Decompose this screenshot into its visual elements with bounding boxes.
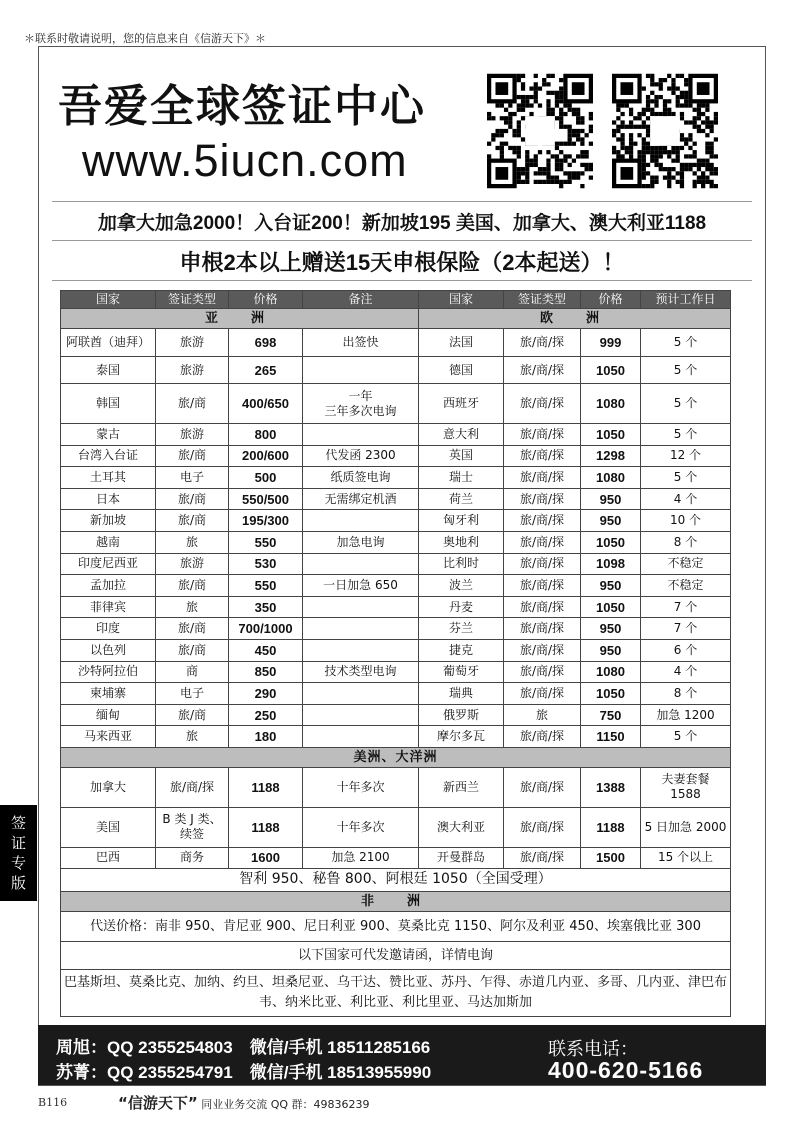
price-cell: 1050 (581, 357, 641, 384)
visa-type-cell: 旅游 (156, 424, 229, 446)
visa-type-cell: 旅/商/探 (504, 726, 581, 748)
table-row (61, 661, 731, 683)
remark-cell (303, 618, 419, 640)
country-cell: 加拿大 (61, 767, 156, 807)
table-row (61, 329, 731, 357)
workdays-cell: 4 个 (641, 661, 731, 683)
divider (52, 240, 752, 241)
country-cell: 以色列 (61, 639, 156, 661)
contact-zhouxu: 周旭：QQ 2355254803 微信/手机 18511285166 (56, 1038, 431, 1057)
workdays-cell: 7 个 (641, 596, 731, 618)
visa-type-cell: 旅/商/探 (504, 445, 581, 467)
country-cell: 孟加拉 (61, 575, 156, 597)
price-cell: 700/1000 (229, 618, 303, 640)
price-cell: 350 (229, 596, 303, 618)
visa-type-cell: 旅 (156, 531, 229, 553)
remark-cell (303, 726, 419, 748)
section-row (61, 891, 731, 911)
table-row (61, 807, 731, 847)
workdays-cell: 7 个 (641, 618, 731, 640)
workdays-cell: 5 个 (641, 726, 731, 748)
country-cell: 俄罗斯 (419, 704, 504, 726)
remark-cell: 代发函 2300 (303, 445, 419, 467)
price-cell: 1600 (229, 847, 303, 868)
visa-type-cell: 旅/商/探 (504, 531, 581, 553)
note-row (61, 868, 731, 891)
column-header: 签证类型 (504, 291, 581, 309)
price-cell: 1188 (229, 807, 303, 847)
remark-cell: 一日加急 650 (303, 575, 419, 597)
price-cell: 265 (229, 357, 303, 384)
visa-price-table (60, 290, 731, 1017)
divider (52, 201, 752, 202)
column-header: 价格 (581, 291, 641, 309)
country-cell: 荷兰 (419, 488, 504, 510)
africa-invite-list: 巴基斯坦、莫桑比克、加纳、约旦、坦桑尼亚、乌干达、赞比亚、苏丹、乍得、赤道几内亚、多哥、几内亚、津巴布韦、纳米比亚、利比亚、利比里亚、马达加斯加 (61, 969, 731, 1016)
visa-type-cell: 旅/商/探 (504, 488, 581, 510)
visa-type-cell: 旅游 (156, 329, 229, 357)
table-row (61, 639, 731, 661)
country-cell: 泰国 (61, 357, 156, 384)
note-row (61, 941, 731, 969)
country-cell: 印度 (61, 618, 156, 640)
visa-type-cell: 旅/商 (156, 639, 229, 661)
visa-type-cell: 旅/商/探 (504, 596, 581, 618)
price-cell: 180 (229, 726, 303, 748)
column-header: 价格 (229, 291, 303, 309)
country-cell: 土耳其 (61, 467, 156, 489)
visa-type-cell: 旅/商/探 (504, 424, 581, 446)
remark-cell (303, 596, 419, 618)
remark-cell: 无需绑定机酒 (303, 488, 419, 510)
remark-cell: 技术类型电询 (303, 661, 419, 683)
visa-type-cell: 旅 (156, 726, 229, 748)
price-cell: 290 (229, 683, 303, 705)
price-cell: 1080 (581, 467, 641, 489)
table-row (61, 553, 731, 575)
price-cell: 1388 (581, 767, 641, 807)
column-header: 国家 (419, 291, 504, 309)
price-cell: 200/600 (229, 445, 303, 467)
remark-cell (303, 639, 419, 661)
workdays-cell: 5 个 (641, 329, 731, 357)
visa-type-cell: 旅/商 (156, 618, 229, 640)
table-row (61, 384, 731, 424)
price-cell: 950 (581, 618, 641, 640)
section-row (61, 747, 731, 767)
price-cell: 1050 (581, 531, 641, 553)
remark-cell: 一年 三年多次电询 (303, 384, 419, 424)
price-cell: 750 (581, 704, 641, 726)
price-cell: 950 (581, 575, 641, 597)
country-cell: 瑞典 (419, 683, 504, 705)
workdays-cell: 10 个 (641, 510, 731, 532)
country-cell: 巴西 (61, 847, 156, 868)
visa-type-cell: 旅/商/探 (504, 467, 581, 489)
price-cell: 1050 (581, 596, 641, 618)
country-cell: 沙特阿拉伯 (61, 661, 156, 683)
visa-type-cell: 旅/商/探 (504, 807, 581, 847)
country-cell: 韩国 (61, 384, 156, 424)
note-row (61, 911, 731, 941)
company-title: 吾爱全球签证中心 (58, 81, 426, 132)
promo-line-2: 申根2本以上赠送15天申根保险（2本起送）！ (179, 250, 625, 275)
workdays-cell: 5 个 (641, 467, 731, 489)
country-cell: 奥地利 (419, 531, 504, 553)
table-row (61, 704, 731, 726)
price-cell: 1298 (581, 445, 641, 467)
weibo-qr-code-icon (487, 73, 593, 189)
country-cell: 法国 (419, 329, 504, 357)
country-cell: 摩尔多瓦 (419, 726, 504, 748)
price-cell: 1080 (581, 661, 641, 683)
price-cell: 950 (581, 639, 641, 661)
country-cell: 马来西亚 (61, 726, 156, 748)
country-cell: 柬埔寨 (61, 683, 156, 705)
country-cell: 台湾入台证 (61, 445, 156, 467)
country-cell: 缅甸 (61, 704, 156, 726)
country-cell: 新加坡 (61, 510, 156, 532)
visa-type-cell: 旅/商/探 (504, 661, 581, 683)
visa-type-cell: 旅/商 (156, 575, 229, 597)
table-row (61, 575, 731, 597)
country-cell: 蒙古 (61, 424, 156, 446)
qq-group-text: 同业业务交流 QQ 群：49836239 (201, 1098, 370, 1111)
note-row (61, 969, 731, 1016)
visa-type-cell: 旅/商/探 (504, 618, 581, 640)
price-cell: 999 (581, 329, 641, 357)
visa-type-cell: 旅 (504, 704, 581, 726)
column-header: 预计工作日 (641, 291, 731, 309)
country-cell: 印度尼西亚 (61, 553, 156, 575)
visa-type-cell: 旅/商/探 (504, 575, 581, 597)
table-row (61, 445, 731, 467)
price-cell: 1150 (581, 726, 641, 748)
column-header: 备注 (303, 291, 419, 309)
table-row (61, 424, 731, 446)
price-cell: 1098 (581, 553, 641, 575)
country-cell: 阿联酋（迪拜） (61, 329, 156, 357)
price-cell: 1050 (581, 424, 641, 446)
price-cell: 500 (229, 467, 303, 489)
table-row (61, 510, 731, 532)
visa-type-cell: 电子 (156, 683, 229, 705)
visa-type-cell: 旅/商 (156, 704, 229, 726)
country-cell: 芬兰 (419, 618, 504, 640)
workdays-cell: 不稳定 (641, 575, 731, 597)
visa-type-cell: 旅/商 (156, 510, 229, 532)
workdays-cell: 5 个 (641, 357, 731, 384)
visa-type-cell: 旅/商/探 (504, 329, 581, 357)
side-tab-label: 签证专版 (10, 814, 26, 892)
price-cell: 550 (229, 531, 303, 553)
country-cell: 匈牙利 (419, 510, 504, 532)
price-cell: 1050 (581, 683, 641, 705)
source-notice: ＊联系时敬请说明，您的信息来自《信游天下》＊ (24, 32, 266, 45)
price-cell: 1080 (581, 384, 641, 424)
country-cell: 西班牙 (419, 384, 504, 424)
latam-note: 智利 950、秘鲁 800、阿根廷 1050（全国受理） (61, 868, 731, 891)
country-cell: 意大利 (419, 424, 504, 446)
visa-type-cell: 旅/商 (156, 384, 229, 424)
workdays-cell: 8 个 (641, 531, 731, 553)
qq-group-note (118, 1092, 370, 1113)
price-cell: 195/300 (229, 510, 303, 532)
remark-cell (303, 424, 419, 446)
visa-type-cell: 旅/商/探 (504, 357, 581, 384)
country-cell: 波兰 (419, 575, 504, 597)
remark-cell: 加急 2100 (303, 847, 419, 868)
visa-type-cell: 旅游 (156, 357, 229, 384)
visa-type-cell: 旅/商/探 (504, 510, 581, 532)
workdays-cell: 12 个 (641, 445, 731, 467)
country-cell: 新西兰 (419, 767, 504, 807)
country-cell: 澳大利亚 (419, 807, 504, 847)
africa-invite-note: 以下国家可代发邀请函，详情电询 (61, 941, 731, 969)
workdays-cell: 8 个 (641, 683, 731, 705)
table-row (61, 618, 731, 640)
country-cell: 菲律宾 (61, 596, 156, 618)
section-americas: 美洲、大洋洲 (61, 747, 731, 767)
visa-type-cell: 旅/商/探 (504, 553, 581, 575)
visa-type-cell: 旅/商/探 (504, 847, 581, 868)
visa-type-cell: B 类 J 类、 续签 (156, 807, 229, 847)
workdays-cell: 不稳定 (641, 553, 731, 575)
workdays-cell: 5 个 (641, 424, 731, 446)
visa-type-cell: 旅/商/探 (504, 767, 581, 807)
country-cell: 开曼群岛 (419, 847, 504, 868)
country-cell: 日本 (61, 488, 156, 510)
visa-type-cell: 旅/商/探 (504, 639, 581, 661)
section-asia: 亚 洲 (61, 309, 419, 329)
phone-number[interactable]: 400-620-5166 (548, 1057, 704, 1083)
workdays-cell: 夫妻套餐 1588 (641, 767, 731, 807)
brand-name: “信游天下” (118, 1094, 198, 1112)
table-row (61, 467, 731, 489)
price-cell: 800 (229, 424, 303, 446)
promo-line-1: 加拿大加急2000！入台证200！新加坡195 美国、加拿大、澳大利亚1188 (97, 213, 707, 234)
table-row (61, 767, 731, 807)
country-cell: 美国 (61, 807, 156, 847)
remark-cell: 加急电询 (303, 531, 419, 553)
visa-type-cell: 商务 (156, 847, 229, 868)
table-row (61, 596, 731, 618)
section-europe: 欧 洲 (419, 309, 731, 329)
table-row (61, 847, 731, 868)
contact-footer (38, 1025, 766, 1085)
workdays-cell: 5 日加急 2000 (641, 807, 731, 847)
workdays-cell: 5 个 (641, 384, 731, 424)
visa-type-cell: 旅 (156, 596, 229, 618)
country-cell: 瑞士 (419, 467, 504, 489)
country-cell: 比利时 (419, 553, 504, 575)
country-cell: 葡萄牙 (419, 661, 504, 683)
website-url[interactable]: www.5iucn.com (82, 135, 408, 186)
price-cell: 400/650 (229, 384, 303, 424)
price-cell: 1188 (229, 767, 303, 807)
price-cell: 1500 (581, 847, 641, 868)
section-africa: 非 洲 (61, 891, 731, 911)
remark-cell (303, 357, 419, 384)
price-cell: 550 (229, 575, 303, 597)
price-cell: 530 (229, 553, 303, 575)
contact-sujing: 苏菁：QQ 2355254791 微信/手机 18513955990 (56, 1063, 432, 1082)
visa-type-cell: 电子 (156, 467, 229, 489)
country-cell: 越南 (61, 531, 156, 553)
workdays-cell: 15 个以上 (641, 847, 731, 868)
remark-cell: 十年多次 (303, 807, 419, 847)
workdays-cell: 6 个 (641, 639, 731, 661)
country-cell: 捷克 (419, 639, 504, 661)
visa-type-cell: 旅/商 (156, 445, 229, 467)
remark-cell (303, 553, 419, 575)
price-cell: 850 (229, 661, 303, 683)
price-cell: 950 (581, 488, 641, 510)
table-row (61, 683, 731, 705)
country-cell: 丹麦 (419, 596, 504, 618)
remark-cell: 纸质签电询 (303, 467, 419, 489)
price-cell: 450 (229, 639, 303, 661)
table-row (61, 488, 731, 510)
remark-cell (303, 704, 419, 726)
table-row (61, 357, 731, 384)
table-header-row (61, 291, 731, 309)
price-cell: 250 (229, 704, 303, 726)
page-number: B116 (38, 1096, 68, 1109)
table-row (61, 531, 731, 553)
phone-label: 联系电话： (548, 1039, 638, 1059)
price-cell: 698 (229, 329, 303, 357)
price-cell: 950 (581, 510, 641, 532)
visa-type-cell: 旅/商 (156, 488, 229, 510)
visa-type-cell: 商 (156, 661, 229, 683)
workdays-cell: 4 个 (641, 488, 731, 510)
workdays-cell: 加急 1200 (641, 704, 731, 726)
side-tab-visa-section (0, 805, 37, 901)
section-row (61, 309, 731, 329)
price-cell: 1188 (581, 807, 641, 847)
remark-cell (303, 510, 419, 532)
visa-type-cell: 旅/商/探 (504, 384, 581, 424)
wechat-qr-code-icon (612, 73, 718, 189)
country-cell: 德国 (419, 357, 504, 384)
remark-cell (303, 683, 419, 705)
visa-type-cell: 旅游 (156, 553, 229, 575)
divider (52, 280, 752, 281)
country-cell: 英国 (419, 445, 504, 467)
column-header: 国家 (61, 291, 156, 309)
table-row (61, 726, 731, 748)
africa-prices: 代送价格：南非 950、肯尼亚 900、尼日利亚 900、莫桑比克 1150、阿尔及利亚 450、埃塞俄比亚 300 (61, 911, 731, 941)
remark-cell: 十年多次 (303, 767, 419, 807)
visa-type-cell: 旅/商/探 (156, 767, 229, 807)
remark-cell: 出签快 (303, 329, 419, 357)
column-header: 签证类型 (156, 291, 229, 309)
price-cell: 550/500 (229, 488, 303, 510)
visa-type-cell: 旅/商/探 (504, 683, 581, 705)
